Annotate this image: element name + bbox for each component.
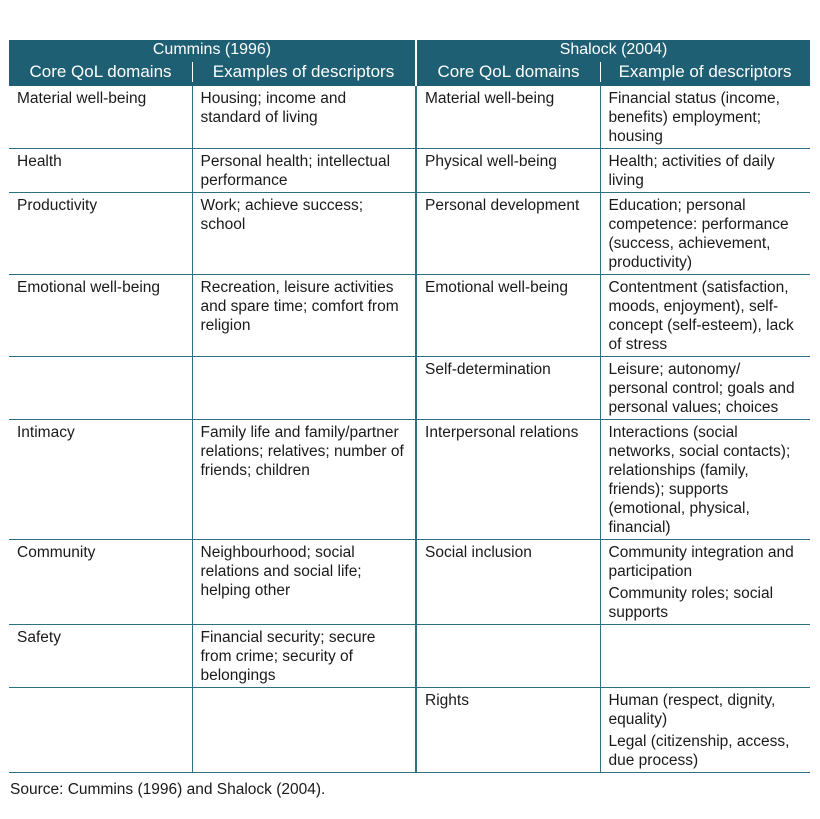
cell-paragraph: Community integration and participation — [608, 543, 794, 580]
table-cell — [600, 624, 810, 687]
col-header-descriptors-cummins: Examples of descriptors — [192, 58, 416, 86]
table-cell — [192, 356, 416, 419]
table-row — [9, 419, 810, 539]
col-header-descriptors-shalock: Example of descriptors — [600, 58, 810, 86]
table-cell: Contentment (satisfaction, moods, enjoyment), self-concept (self-esteem), lack of stress — [600, 274, 810, 356]
table-cell: Productivity — [9, 192, 192, 274]
table-cell: Emotional well-being — [416, 274, 600, 356]
table-cell: Interactions (social networks, social contacts); relationships (family, friends); supports (emotional, physical, financial) — [600, 419, 810, 539]
col-header-core-domains-cummins: Core QoL domains — [9, 58, 192, 86]
table-cell: Self-determination — [416, 356, 600, 419]
table-cell: Personal development — [416, 192, 600, 274]
table-cell: Leisure; autonomy/ personal control; goals and personal values; choices — [600, 356, 810, 419]
table-cell: Personal health; intellectual performance — [192, 148, 416, 192]
table-cell: Material well-being — [9, 86, 192, 148]
cell-paragraph: Legal (citizenship, access, due process) — [608, 732, 790, 769]
table-cell: Material well-being — [416, 86, 600, 148]
table-cell — [600, 687, 810, 772]
table-cell: Health — [9, 148, 192, 192]
qol-comparison-table — [9, 40, 810, 773]
table-cell — [9, 356, 192, 419]
table-cell — [416, 624, 600, 687]
table-cell — [192, 687, 416, 772]
cell-paragraph: Human (respect, dignity, equality) — [608, 691, 776, 728]
table-row — [9, 356, 810, 419]
table-cell: Work; achieve success; school — [192, 192, 416, 274]
table-cell: Financial status (income, benefits) employment; housing — [600, 86, 810, 148]
col-header-core-domains-shalock: Core QoL domains — [416, 58, 600, 86]
source-note: Source: Cummins (1996) and Shalock (2004). — [10, 781, 326, 798]
table-row — [9, 624, 810, 687]
table-row — [9, 539, 810, 624]
table-cell — [9, 687, 192, 772]
header-group-cummins: Cummins (1996) — [9, 40, 416, 58]
table-cell: Intimacy — [9, 419, 192, 539]
table-cell: Safety — [9, 624, 192, 687]
table-cell: Neighbourhood; social relations and social life; helping other — [192, 539, 416, 624]
table-cell: Financial security; secure from crime; security of belongings — [192, 624, 416, 687]
table-row — [9, 148, 810, 192]
header-group-shalock: Shalock (2004) — [416, 40, 810, 58]
table-cell: Family life and family/partner relations; relatives; number of friends; children — [192, 419, 416, 539]
table-row — [9, 192, 810, 274]
table-row — [9, 274, 810, 356]
table-cell: Physical well-being — [416, 148, 600, 192]
table-cell: Social inclusion — [416, 539, 600, 624]
table-row — [9, 687, 810, 772]
table-row — [9, 86, 810, 148]
table-cell: Recreation, leisure activities and spare time; comfort from religion — [192, 274, 416, 356]
table-cell: Rights — [416, 687, 600, 772]
table-cell: Housing; income and standard of living — [192, 86, 416, 148]
cell-paragraph: Community roles; social supports — [608, 584, 774, 621]
table-cell: Education; personal competence: performance (success, achievement, productivity) — [600, 192, 810, 274]
table-cell — [600, 539, 810, 624]
table-cell: Interpersonal relations — [416, 419, 600, 539]
table-cell: Community — [9, 539, 192, 624]
table-cell: Emotional well-being — [9, 274, 192, 356]
table-cell: Health; activities of daily living — [600, 148, 810, 192]
